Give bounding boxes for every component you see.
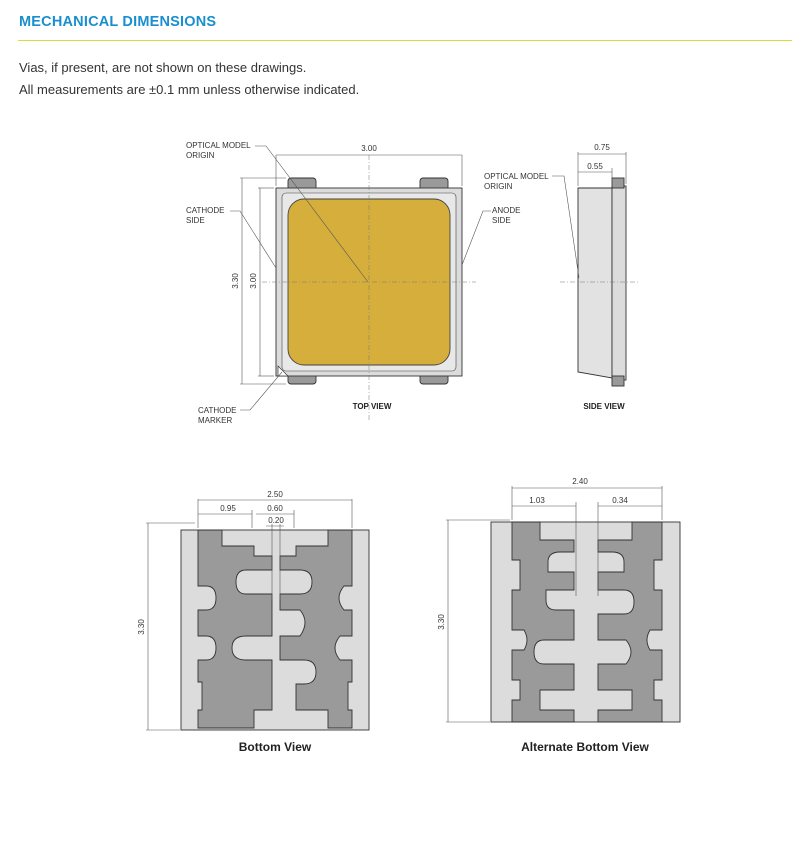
top-dim-height-outer: 3.30 — [231, 273, 240, 289]
top-label-cathode-marker-2: MARKER — [198, 416, 233, 425]
top-label-cathode-side-2: SIDE — [186, 216, 205, 225]
bottom-dim-inner: 0.60 — [267, 504, 283, 513]
top-dim-height-inner: 3.00 — [249, 273, 258, 289]
top-view — [186, 141, 520, 425]
top-label-optical-origin-2: ORIGIN — [186, 151, 215, 160]
intro-vias-note: Vias, if present, are not shown on these drawings. — [19, 60, 307, 75]
side-pad-bottom — [612, 376, 624, 386]
alt-bottom-view-caption: Alternate Bottom View — [521, 740, 649, 754]
side-dim-origin: 0.55 — [587, 162, 603, 171]
alt-dim-height: 3.30 — [437, 614, 446, 630]
alternate-bottom-view — [437, 477, 680, 754]
bottom-dim-gap: 0.20 — [268, 516, 284, 525]
side-view — [484, 143, 640, 411]
side-pad-top — [612, 178, 624, 188]
top-dim-width: 3.00 — [361, 144, 377, 153]
alt-dim-overall: 2.40 — [572, 477, 588, 486]
top-label-anode-side-2: SIDE — [492, 216, 511, 225]
side-dim-total: 0.75 — [594, 143, 610, 152]
intro-tolerance-note: All measurements are ±0.1 mm unless otherwise indicated. — [19, 82, 360, 97]
side-label-optical-origin-2: ORIGIN — [484, 182, 513, 191]
bottom-view — [137, 490, 369, 754]
bottom-pad-left — [198, 530, 272, 728]
side-lens — [578, 188, 612, 378]
top-label-cathode-side-1: CATHODE — [186, 206, 225, 215]
bottom-dim-height: 3.30 — [137, 619, 146, 635]
bottom-dim-overall: 2.50 — [267, 490, 283, 499]
top-label-cathode-marker-1: CATHODE — [198, 406, 237, 415]
side-body — [612, 186, 626, 380]
bottom-dim-outer-pitch: 0.95 — [220, 504, 236, 513]
top-label-anode-side-1: ANODE — [492, 206, 521, 215]
side-label-optical-origin-1: OPTICAL MODEL — [484, 172, 549, 181]
alt-dim-right: 0.34 — [612, 496, 628, 505]
side-view-caption: SIDE VIEW — [583, 402, 625, 411]
alt-dim-left: 1.03 — [529, 496, 545, 505]
bottom-view-caption: Bottom View — [238, 740, 312, 754]
top-label-optical-origin-1: OPTICAL MODEL — [186, 141, 251, 150]
top-view-caption: TOP VIEW — [352, 402, 392, 411]
page-title: MECHANICAL DIMENSIONS — [19, 14, 217, 30]
